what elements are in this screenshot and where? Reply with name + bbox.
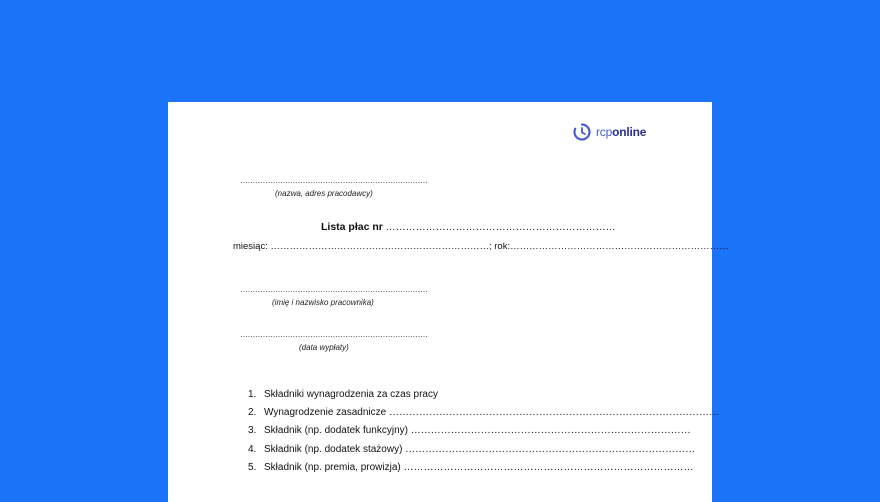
payment-caption: (data wypłaty) <box>299 343 349 352</box>
employer-caption: (nazwa, adres pracodawcy) <box>275 189 373 198</box>
employee-dots: ………………………………………………………………… <box>240 285 428 294</box>
rcponline-logo <box>572 122 646 142</box>
employer-dots: ………………………………………………………………… <box>240 176 428 185</box>
list-item: 4. Składnik (np. dodatek stażowy) …………………………………………………………………………… <box>248 443 696 455</box>
clock-logo-icon <box>572 122 592 142</box>
logo-text: rcponline <box>596 125 647 139</box>
payroll-title: Lista płac nr …………………………………………………………… <box>321 221 616 233</box>
list-item: 2. Wynagrodzenie zasadnicze ……………………………………………………………………………………… <box>248 407 719 419</box>
period-row: miesiąc: ……………………………………………………………; rok:…………………………………………………………… <box>233 241 729 252</box>
salary-components-list <box>248 386 719 477</box>
document-page <box>168 102 729 502</box>
list-item: 1. Składniki wynagrodzenia za czas pracy <box>248 389 438 400</box>
payment-dots: ………………………………………………………………… <box>240 330 428 339</box>
employee-caption: (imię i nazwisko pracownika) <box>272 298 374 307</box>
list-item: 5. Składnik (np. premia, prowizja) …………………………………………………………………………… <box>248 461 694 473</box>
list-item: 3. Składnik (np. dodatek funkcyjny) ………………………………………………………………………… <box>248 425 691 437</box>
